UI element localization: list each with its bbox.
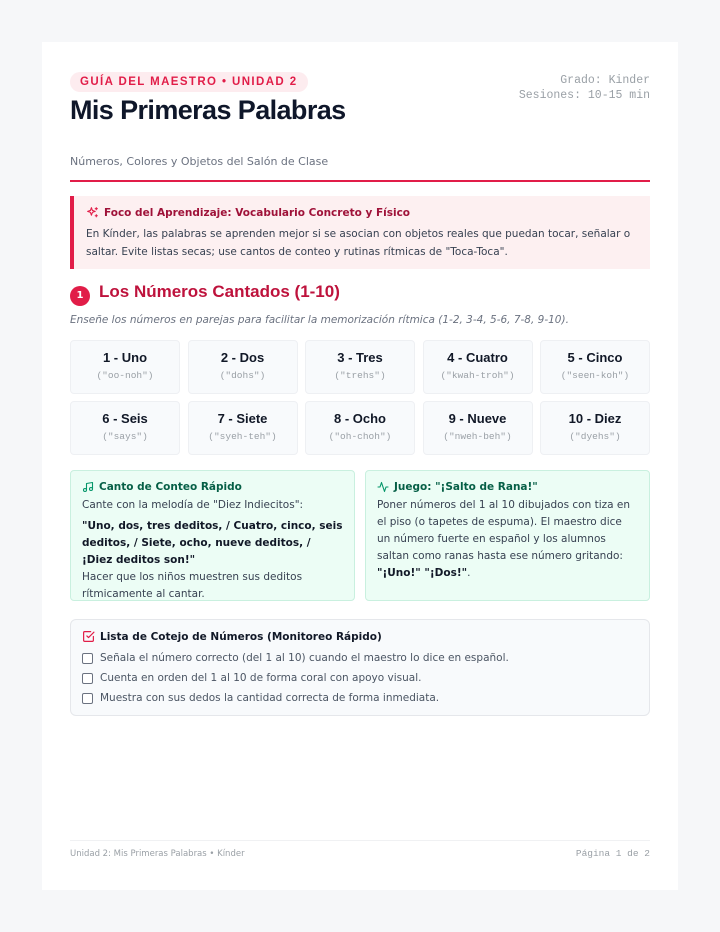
chant-intro: Cante con la melodía de "Diez Indiecitos": — [82, 499, 304, 511]
number-card — [188, 340, 298, 394]
game-shout: "¡Uno!" "¡Dos!" — [377, 567, 468, 579]
pronunciation: ("oh-choh") — [328, 431, 392, 442]
page-number: Página 1 de 2 — [575, 848, 650, 859]
unit-badge: GUÍA DEL MAESTRO • UNIDAD 2 — [70, 72, 308, 92]
number-cards-grid — [70, 340, 650, 455]
pronunciation: ("dohs") — [219, 370, 266, 381]
chant-outro: Hacer que los niños muestren sus deditos rítmicamente al cantar. — [82, 571, 303, 600]
number-card — [423, 340, 533, 394]
focus-body: En Kínder, las palabras se aprenden mejor si se asocian con objetos reales que puedan tocar, señalar o saltar. Evite listas secas; use cantos de conteo y rutinas rítmicas de "Toca-Toca". — [86, 228, 631, 258]
section-number: 1 — [70, 286, 90, 306]
check-square-icon — [82, 630, 95, 643]
number-word: 7 - Siete — [217, 411, 268, 426]
pronunciation: ("says") — [102, 431, 148, 442]
pronunciation: ("syeh-teh") — [208, 431, 277, 442]
number-word: 5 - Cinco — [567, 350, 623, 365]
number-word: 6 - Seis — [102, 411, 148, 426]
number-card — [305, 340, 415, 394]
pronunciation: ("oo-noh") — [96, 370, 154, 381]
sessions-label: Sesiones: 10-15 min — [518, 89, 650, 102]
number-word: 4 - Cuatro — [447, 350, 508, 365]
number-word: 8 - Ocho — [333, 411, 386, 426]
focus-heading-text: Foco del Aprendizaje: Vocabulario Concreto y Físico — [104, 206, 411, 219]
number-card — [423, 401, 533, 455]
number-word: 2 - Dos — [220, 350, 265, 365]
checklist-item-label: Cuenta en orden del 1 al 10 de forma coral con apoyo visual. — [100, 672, 422, 684]
number-card — [70, 401, 180, 455]
number-word: 10 - Diez — [568, 411, 622, 426]
pronunciation: ("kwah-troh") — [440, 370, 515, 381]
checklist-item — [82, 688, 638, 708]
number-card — [188, 401, 298, 455]
checklist-items — [82, 648, 638, 708]
number-card — [305, 401, 415, 455]
number-word: 3 - Tres — [337, 350, 383, 365]
pronunciation: ("dyehs") — [569, 431, 621, 442]
page-subtitle: Números, Colores y Objetos del Salón de Clase — [70, 155, 329, 168]
focus-callout — [70, 196, 650, 269]
number-word: 1 - Uno — [102, 350, 148, 365]
activity-icon — [377, 481, 389, 493]
pronunciation: ("trehs") — [334, 370, 386, 381]
focus-heading — [86, 206, 638, 219]
chant-heading-text: Canto de Conteo Rápido — [99, 481, 242, 493]
sparkles-icon — [86, 206, 99, 219]
game-heading-text: Juego: "¡Salto de Rana!" — [394, 481, 538, 493]
game-text: Poner números del 1 al 10 dibujados con tiza en el piso (o tapetes de espuma). El maestro dice un número fuerte en español y los alumnos saltan como ranas hasta ese número gritando: — [377, 499, 631, 562]
checkbox[interactable] — [82, 673, 93, 684]
number-word: 9 - Nueve — [448, 411, 507, 426]
pronunciation: ("seen-koh") — [560, 370, 630, 381]
game-description — [377, 497, 638, 582]
checklist-item — [82, 648, 638, 668]
pronunciation: ("nweh-beh") — [443, 431, 512, 442]
worksheet-page — [42, 42, 678, 890]
checkbox[interactable] — [82, 693, 93, 704]
checkbox[interactable] — [82, 653, 93, 664]
checklist-heading — [82, 630, 638, 643]
checklist-item-label: Muestra con sus dedos la cantidad correcta de forma inmediata. — [100, 692, 440, 704]
number-card — [540, 340, 650, 394]
chant-heading — [82, 481, 343, 493]
checklist-item — [82, 668, 638, 688]
section-description: Enseñe los números en parejas para facilitar la memorización rítmica (1-2, 3-4, 5-6, 7-8, 9-10). — [70, 314, 569, 326]
checklist-box — [70, 619, 650, 716]
chant-box — [70, 470, 355, 601]
footer-unit: Unidad 2: Mis Primeras Palabras • Kínder — [70, 849, 245, 859]
footer-divider — [70, 840, 650, 841]
game-heading — [377, 481, 638, 493]
checklist-item-label: Señala el número correcto (del 1 al 10) cuando el maestro lo dice en español. — [100, 652, 509, 664]
number-card — [70, 340, 180, 394]
section-title: Los Números Cantados (1-10) — [99, 282, 340, 301]
session-meta — [519, 73, 650, 103]
number-card — [540, 401, 650, 455]
chant-lyrics: "Uno, dos, tres deditos, / Cuatro, cinco, seis deditos, / Siete, ocho, nueve deditos, / ¡Diez deditos son!" — [82, 520, 343, 566]
header-divider — [70, 180, 650, 182]
page-title: Mis Primeras Palabras — [70, 95, 346, 125]
music-note-icon — [82, 481, 94, 493]
checklist-heading-text: Lista de Cotejo de Números (Monitoreo Rápido) — [100, 630, 382, 643]
game-text-end: . — [467, 567, 471, 579]
game-box — [365, 470, 650, 601]
grade-label: Grado: Kinder — [560, 74, 650, 87]
